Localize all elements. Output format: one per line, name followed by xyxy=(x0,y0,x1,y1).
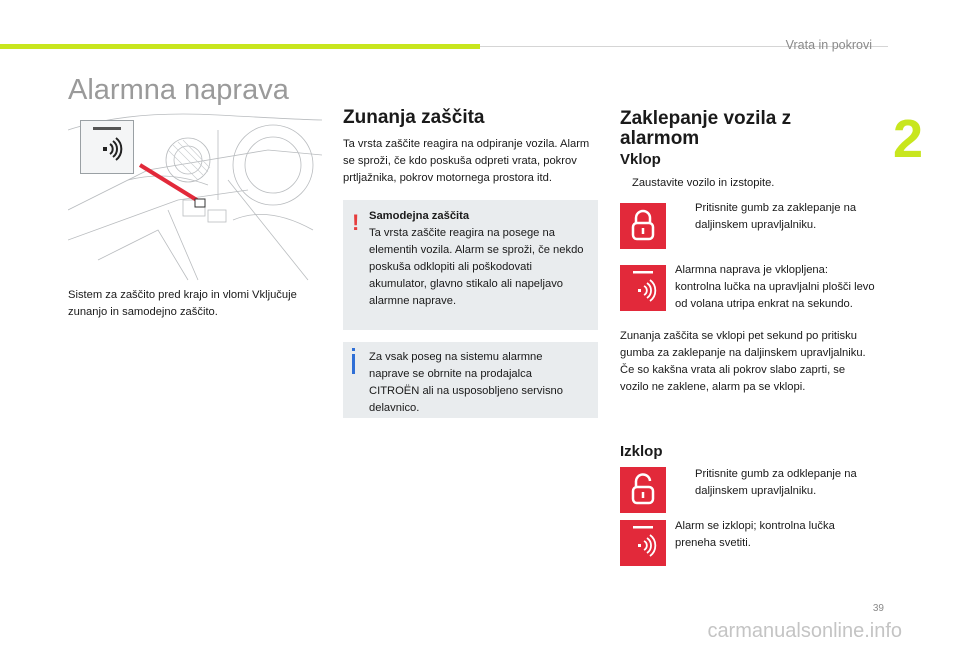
arming-note: Zunanja zaščita se vklopi pet sekund po pritisku gumba za zaklepanje na daljinskem upravljalniku. Če so kakšna vrata ali pokrov slabo zaprti, se vozilo ne zaklene, alarm pa se vklopi. xyxy=(620,330,866,393)
arming-step-2: Pritisnite gumb za zaklepanje na daljinskem upravljalniku. xyxy=(695,202,857,231)
warning-title: Samodejna zaščita xyxy=(369,210,470,222)
arming-step-3: Alarmna naprava je vklopljena: kontrolna lučka na upravljalni plošči levo od volana utripa enkrat na sekundo. xyxy=(675,264,875,310)
alarm-indicator-tile-off xyxy=(620,520,666,566)
section-title: Vrata in pokrovi xyxy=(785,38,872,52)
arming-step-1: Zaustavite vozilo in izstopite. xyxy=(632,177,775,189)
arming-heading: Vklop xyxy=(620,151,661,168)
info-text: Za vsak poseg na sistemu alarmne naprave se obrnite na prodajalca CITROËN ali na usposobljeno servisno delavnico. xyxy=(369,351,564,414)
alarm-button-closeup xyxy=(80,120,134,174)
page-title: Alarmna naprava xyxy=(68,74,289,106)
lock-icon xyxy=(620,203,666,249)
disarming-heading: Izklop xyxy=(620,443,663,460)
warning-content xyxy=(369,208,591,310)
alarm-waves-icon xyxy=(81,121,133,173)
dashboard-illustration xyxy=(68,110,322,282)
info-icon xyxy=(352,348,355,374)
warning-icon: ! xyxy=(352,210,360,235)
disarming-step-1: Pritisnite gumb za odklepanje na daljinskem upravljalniku. xyxy=(695,468,857,497)
unlock-icon xyxy=(620,467,666,513)
header-accent-bar xyxy=(0,44,480,49)
page-number: 39 xyxy=(872,603,884,614)
locking-heading: Zaklepanje vozila z alarmom xyxy=(620,108,792,149)
chapter-number: 2 xyxy=(893,109,924,169)
warning-text: Ta vrsta zaščite reagira na posege na elementih vozila. Alarm se sproži, če nekdo poskuša odklopiti ali poškodovati akumulator, glavno stikalo ali napeljavo alarmne naprave. xyxy=(369,227,584,307)
disarming-step-2: Alarm se izklopi; kontrolna lučka preneha svetiti. xyxy=(675,520,835,549)
alarm-waves-icon xyxy=(620,265,666,311)
illustration-caption: Sistem za zaščito pred krajo in vlomi Vključuje zunanjo in samodejno zaščito. xyxy=(68,289,297,318)
exterior-protection-intro: Ta vrsta zaščite reagira na odpiranje vozila. Alarm se sproži, če kdo poskuša odpreti vrata, pokrov prtljažnika, pokrov motornega prostora itd. xyxy=(343,138,590,184)
exterior-protection-heading: Zunanja zaščita xyxy=(343,107,485,128)
unlock-key-tile xyxy=(620,467,666,513)
lock-key-tile xyxy=(620,203,666,249)
watermark: carmanualsonline.info xyxy=(707,620,902,642)
alarm-waves-icon xyxy=(620,520,666,566)
alarm-indicator-tile-on xyxy=(620,265,666,311)
